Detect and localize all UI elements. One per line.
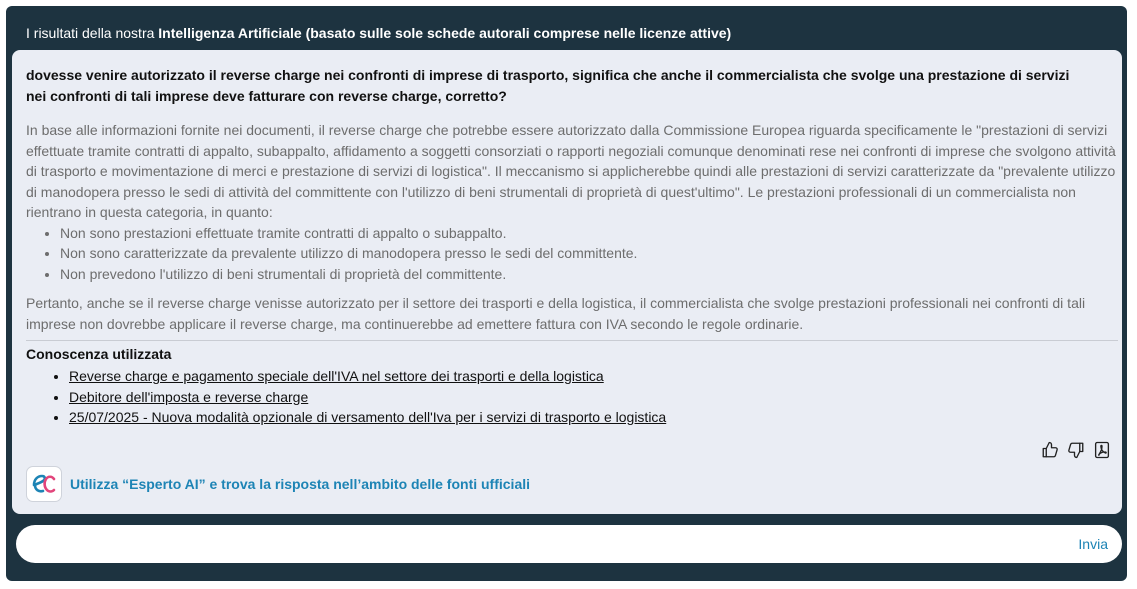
chat-input[interactable]: [32, 531, 1036, 559]
chat-input-bar: [16, 525, 1122, 563]
panel-header: [26, 25, 731, 41]
source-item: [69, 387, 666, 408]
answer-conclusion: Pertanto, anche se il reverse charge venisse autorizzato per il settore dei trasporti e della logistica, il commercialista che svolge prestazioni professionali nei confronti di tali imprese non dovrebbe applicare il reverse charge, ma continuerebbe ad emettere fattura con IVA secondo le regole ordinarie.: [26, 295, 1086, 332]
answer-bullet: • Non prevedono l'utilizzo di beni strumentali di proprietà del committente.: [60, 264, 1124, 285]
thumbs-down-icon[interactable]: [1066, 440, 1086, 460]
esperto-logo: [26, 466, 62, 502]
source-item: [69, 366, 666, 387]
question-text: dovesse venire autorizzato il reverse charge nei confronti di imprese di trasporto, significa che anche il commercialista che svolge una prestazione di servizi nei confronti di tali imprese deve fatturare con reverse charge, corretto?: [26, 67, 1070, 104]
header-prefix: I risultati della nostra: [26, 25, 159, 41]
answer-intro: In base alle informazioni fornite nei documenti, il reverse charge che potrebbe essere autorizzato dalla Commissione Europea riguarda specificamente le "prestazioni di servizi effettuate tramite contratti di appalto, subappalto, affidamento a soggetti consorziati o rapporti negoziali comunque denominati rese nei confronti di imprese che svolgono attività di trasporto e movimentazione di merci e prestazione di servizi di logistica". Il meccanismo si applicherebbe quindi alle prestazioni di servizi caratterizzate da "prevalente utilizzo di manodopera presso le sedi di attività del committente con l'utilizzo di beni strumentali di proprietà di quest'ultimo". Le prestazioni professionali di un commercialista non rientrano in questa categoria, in quanto:: [26, 122, 1116, 220]
source-link[interactable]: 25/07/2025 - Nuova modalità opzionale di versamento dell'Iva per i servizi di trasporto e logistica: [69, 409, 667, 425]
knowledge-title: Conoscenza utilizzata: [26, 346, 172, 362]
thumbs-up-icon[interactable]: [1040, 440, 1060, 460]
header-title: Intelligenza Artificiale (basato sulle sole schede autorali comprese nelle licenze attive): [158, 25, 732, 41]
source-link[interactable]: Reverse charge e pagamento speciale dell'IVA nel settore dei trasporti e della logistica: [69, 368, 604, 384]
answer-bullet: • Non sono prestazioni effettuate tramite contratti di appalto o subappalto.: [60, 223, 1124, 244]
answer-bullet-list: [26, 223, 1124, 285]
answer-bullet: • Non sono caratterizzate da prevalente utilizzo di manodopera presso le sedi del committente.: [60, 243, 1124, 264]
esperto-ai-promo[interactable]: [26, 466, 530, 502]
source-item: [69, 407, 666, 428]
pdf-export-icon[interactable]: [1092, 440, 1112, 460]
feedback-toolbar: [1040, 440, 1112, 460]
answer-body: [26, 120, 1124, 334]
ai-results-panel: [6, 6, 1127, 581]
answer-card: [12, 50, 1122, 514]
esperto-logo-mark: [31, 471, 57, 497]
knowledge-sources-list: [26, 366, 666, 428]
source-link[interactable]: Debitore dell'imposta e reverse charge: [69, 388, 309, 405]
esperto-ai-link[interactable]: Utilizza “Esperto AI” e trova la risposta nell’ambito delle fonti ufficiali: [70, 476, 531, 492]
divider: [26, 340, 1118, 341]
send-button[interactable]: Invia: [1078, 536, 1108, 552]
